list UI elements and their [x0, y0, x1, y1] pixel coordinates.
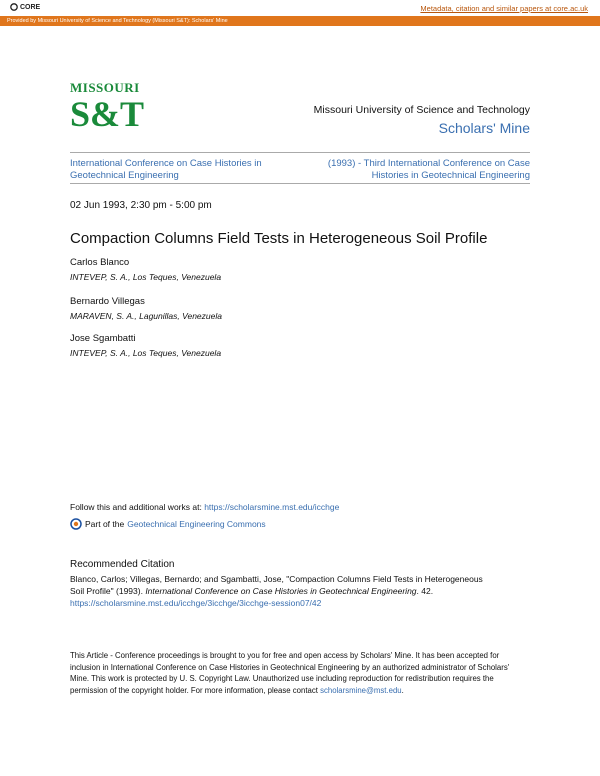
author-name: Carlos Blanco — [70, 257, 130, 268]
contact-email-link[interactable]: scholarsmine@mst.edu — [320, 685, 402, 695]
provided-by-banner: Provided by Missouri University of Science and Technology (Missouri S&T): Scholars' Mine — [0, 16, 600, 26]
divider-bottom — [70, 183, 530, 184]
author-affiliation: INTEVEP, S. A., Los Teques, Venezuela — [70, 272, 222, 282]
access-statement — [70, 650, 530, 696]
citation-url-link[interactable]: https://scholarsmine.mst.edu/icchge/3icchge/3icchge-session07/42 — [70, 598, 322, 608]
repository-name[interactable]: Scholars' Mine — [438, 120, 530, 136]
core-metadata-link[interactable]: Metadata, citation and similar papers at core.ac.uk — [420, 4, 588, 13]
missouri-st-logo — [70, 80, 145, 134]
citation-journal: International Conference on Case Histories in Geotechnical Engineering — [145, 586, 417, 596]
follow-url-link[interactable]: https://scholarsmine.mst.edu/icchge — [204, 502, 340, 512]
core-icon — [10, 3, 18, 11]
author-affiliation: INTEVEP, S. A., Los Teques, Venezuela — [70, 348, 222, 358]
part-of-line — [70, 518, 266, 530]
logo-main-text: S&T — [70, 94, 145, 134]
conference-series-link[interactable]: International Conference on Case Histories in Geotechnical Engineering — [70, 158, 262, 181]
core-logo[interactable] — [10, 3, 40, 11]
divider-top — [70, 152, 530, 153]
institution-name: Missouri University of Science and Technology — [313, 104, 530, 116]
part-of-prefix: Part of the — [85, 519, 125, 529]
access-statement-text: This Article - Conference proceedings is brought to you for free and open access by Scholars' Mine. It has been accepted for inclusion in International Conference on Case Histories in Geotechnical Engineering by an authorized administrator of Scholars' Mine. This work is protected by U. S. Copyright Law. Unauthorized use including reproduction for redistribution requires the permission of the copyright holder. For more information, please contact — [70, 651, 510, 695]
access-statement-end: . — [401, 685, 404, 695]
follow-line — [70, 502, 339, 512]
author-name: Jose Sgambatti — [70, 333, 136, 344]
recommended-citation-heading: Recommended Citation — [70, 559, 175, 570]
session-date: 02 Jun 1993, 2:30 pm - 5:00 pm — [70, 200, 212, 211]
paper-title: Compaction Columns Field Tests in Heterogeneous Soil Profile — [70, 230, 488, 247]
geotechnical-commons-link[interactable]: Geotechnical Engineering Commons — [127, 519, 266, 529]
logo-top-text: MISSOURI — [70, 80, 140, 95]
author-affiliation: MARAVEN, S. A., Lagunillas, Venezuela — [70, 311, 222, 321]
commons-icon — [70, 518, 82, 530]
core-logo-text: CORE — [20, 3, 41, 11]
citation-text: Blanco, Carlos; Villegas, Bernardo; and Sgambatti, Jose, "Compaction Columns Field Tests in Heterogeneous Soil Profile" (1993). — [70, 574, 483, 596]
follow-text: Follow this and additional works at: — [70, 502, 205, 512]
citation-block — [70, 573, 490, 609]
citation-suffix: . 42. — [416, 586, 434, 596]
core-topbar — [0, 0, 600, 16]
author-name: Bernardo Villegas — [70, 296, 145, 307]
conference-edition-link[interactable]: (1993) - Third International Conference on Case Histories in Geotechnical Engineering — [327, 158, 530, 181]
